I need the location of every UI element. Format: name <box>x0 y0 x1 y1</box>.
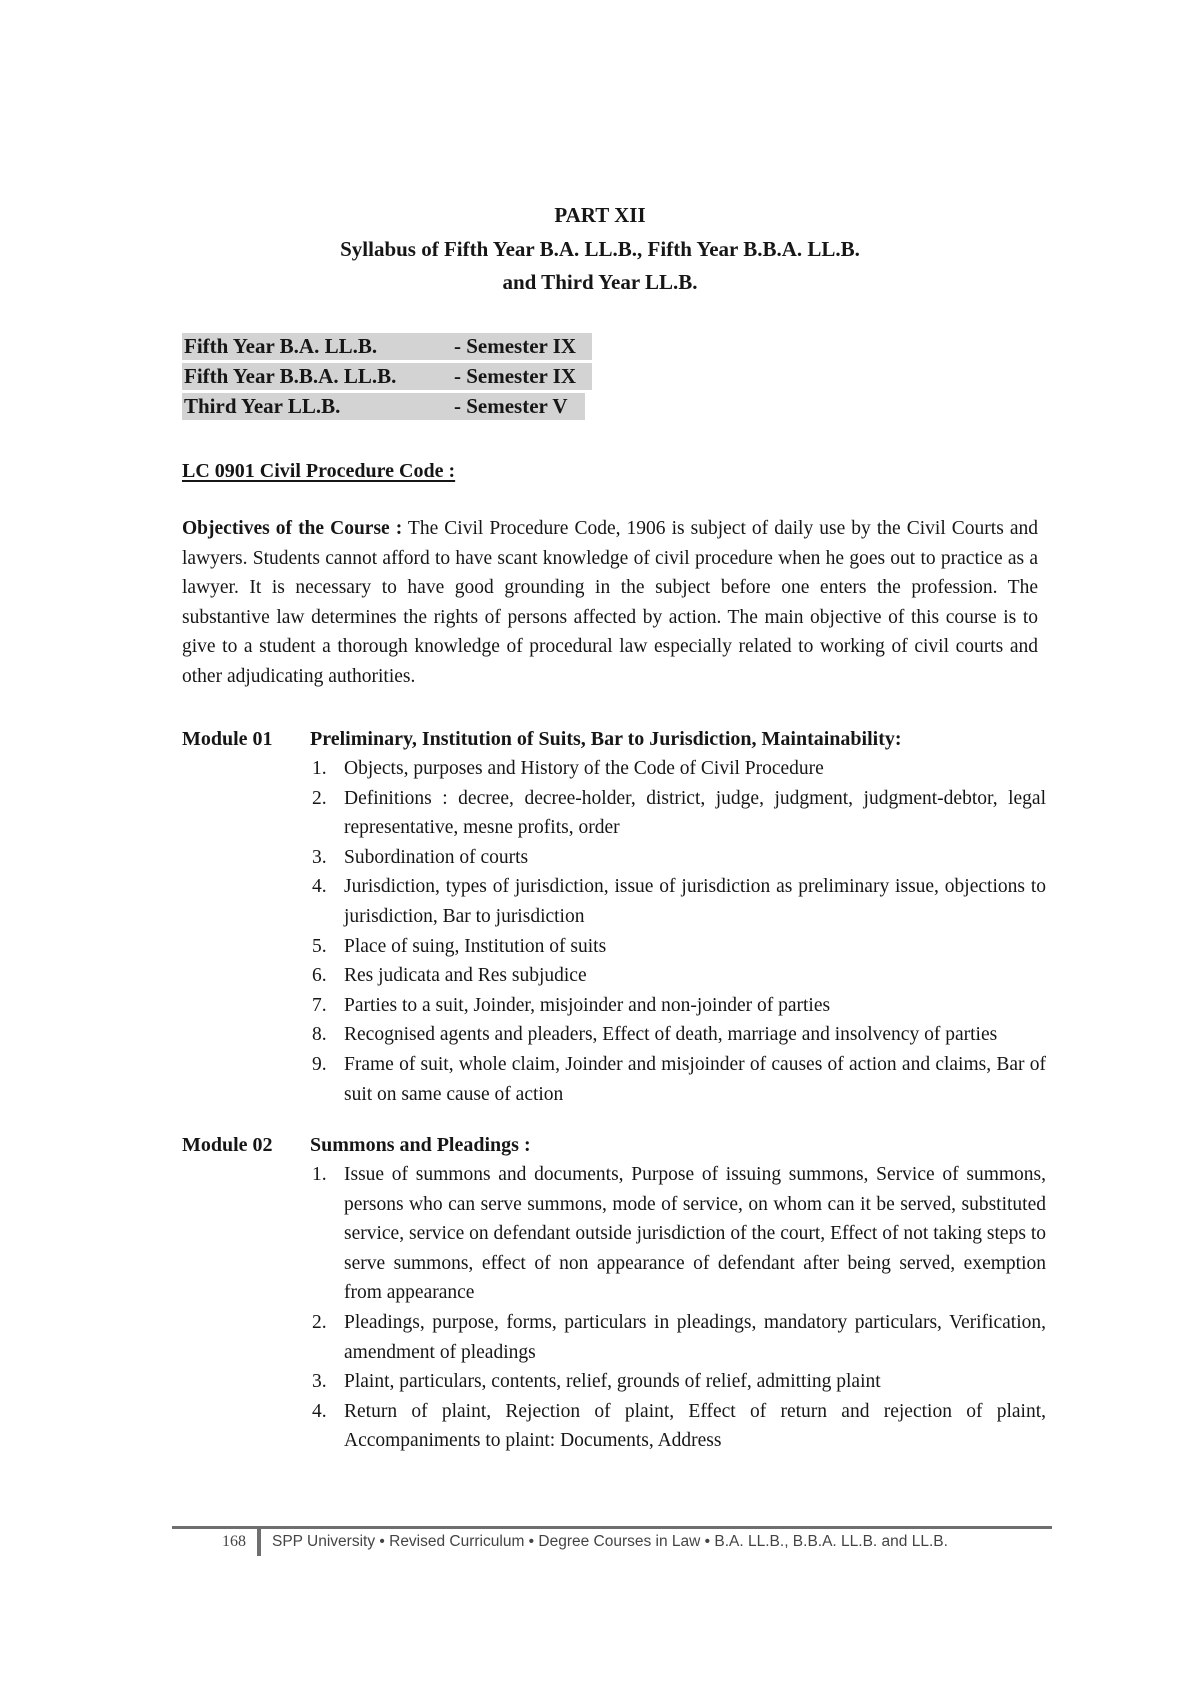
item-text: Res judicata and Res subjudice <box>344 965 587 987</box>
objectives-text: The Civil Procedure Code, 1906 is subject of daily use by the Civil Courts and lawyers. Students cannot afford to have scant knowledge of civil procedure when he goes out to practice as a lawyer. It is necessary to have good grounding in the subject before one enters the profession. The substantive law determines the rights of persons affected by action. The main objective of this course is to give to a student a thorough knowledge of procedural law especially related to working of civil courts and other adjudicating authorities. <box>182 518 1038 687</box>
module-01-title: Preliminary, Institution of Suits, Bar to Jurisdiction, Maintainability: <box>310 728 902 750</box>
semester-course: Third Year LL.B. <box>184 394 341 418</box>
semester-label: - Semester V <box>454 394 568 418</box>
module-02-title: Summons and Pleadings : <box>310 1134 531 1156</box>
item-number: 3. <box>312 846 327 868</box>
list-item <box>310 1050 1046 1109</box>
module-01-label: Module 01 <box>182 728 273 750</box>
item-text: Recognised agents and pleaders, Effect of death, marriage and insolvency of parties <box>344 1024 998 1046</box>
item-number: 5. <box>312 935 327 957</box>
list-item <box>310 1308 1046 1367</box>
item-number: 8. <box>312 1024 327 1046</box>
item-text: Plaint, particulars, contents, relief, grounds of relief, admitting plaint <box>344 1371 881 1393</box>
list-item <box>310 1160 1046 1308</box>
objectives-paragraph <box>182 514 1038 692</box>
semester-label: - Semester IX <box>454 334 577 358</box>
item-text: Frame of suit, whole claim, Joinder and misjoinder of causes of action and claims, Bar of suit on same cause of action <box>344 1053 1046 1105</box>
part-heading: PART XII <box>554 203 646 227</box>
list-item <box>310 961 1046 991</box>
list-item <box>310 872 1046 931</box>
item-number: 4. <box>312 1400 327 1422</box>
semester-course: Fifth Year B.B.A. LL.B. <box>184 364 397 388</box>
item-number: 1. <box>312 758 327 779</box>
module-01-topics <box>310 754 1046 1109</box>
item-text: Parties to a suit, Joinder, misjoinder and non-joinder of parties <box>344 994 831 1016</box>
item-text: Pleadings, purpose, forms, particulars in pleadings, mandatory particulars, Verification, amendment of pleadings <box>344 1311 1046 1363</box>
item-number: 4. <box>312 876 327 898</box>
semester-course: Fifth Year B.A. LL.B. <box>184 334 378 358</box>
list-item <box>310 991 1046 1021</box>
item-text: Place of suing, Institution of suits <box>344 935 607 957</box>
item-text: Issue of summons and documents, Purpose of issuing summons, Service of summons, persons who can serve summons, mode of service, on whom can it be served, substituted service, service on defendant outside jurisdiction of the court, Effect of not taking steps to serve summons, effect of non appearance of defendant after being served, exemption from appearance <box>344 1164 1046 1304</box>
item-text: Definitions : decree, decree-holder, district, judge, judgment, judgment-debtor, legal representative, mesne profits, order <box>344 787 1046 839</box>
item-number: 9. <box>312 1053 327 1075</box>
list-item <box>310 754 1046 784</box>
item-text: Objects, purposes and History of the Code of Civil Procedure <box>344 758 824 779</box>
item-number: 6. <box>312 965 327 987</box>
semester-label: - Semester IX <box>454 364 577 388</box>
list-item <box>310 784 1046 843</box>
footer-rule <box>172 1526 1052 1529</box>
page-number: 168 <box>222 1533 246 1550</box>
objectives-label: Objectives of the Course : <box>182 518 403 539</box>
item-number: 2. <box>312 787 327 809</box>
item-number: 2. <box>312 1311 327 1333</box>
item-text: Jurisdiction, types of jurisdiction, issue of jurisdiction as preliminary issue, objections to jurisdiction, Bar to jurisdiction <box>344 876 1046 927</box>
syllabus-title-line2: and Third Year LL.B. <box>502 270 698 294</box>
course-title: LC 0901 Civil Procedure Code : <box>182 460 456 482</box>
item-number: 3. <box>312 1371 327 1393</box>
item-text: Return of plaint, Rejection of plaint, Effect of return and rejection of plaint, Accompaniments to plaint: Documents, Address <box>344 1400 1046 1452</box>
module-02-topics <box>310 1160 1046 1456</box>
list-item <box>310 932 1046 962</box>
list-item <box>310 843 1046 873</box>
item-number: 1. <box>312 1164 327 1185</box>
footer-separator <box>257 1529 261 1556</box>
list-item <box>310 1397 1046 1456</box>
item-text: Subordination of courts <box>344 846 529 868</box>
module-02-label: Module 02 <box>182 1134 273 1156</box>
list-item <box>310 1020 1046 1050</box>
list-item <box>310 1367 1046 1397</box>
syllabus-title-line1: Syllabus of Fifth Year B.A. LL.B., Fifth Year B.B.A. LL.B. <box>340 237 860 261</box>
item-number: 7. <box>312 994 327 1016</box>
footer-text: SPP University • Revised Curriculum • Degree Courses in Law • B.A. LL.B., B.B.A. LL.B. and LL.B. <box>272 1533 948 1550</box>
